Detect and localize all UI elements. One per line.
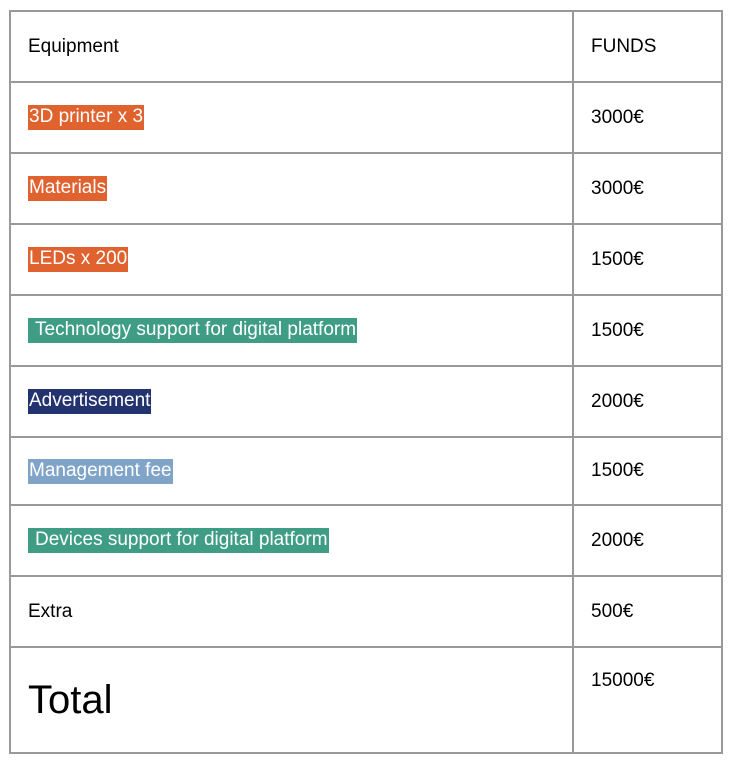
item-label-highlighted: LEDs x 200 — [28, 247, 128, 272]
table-row — [10, 437, 722, 505]
item-label-highlighted: Devices support for digital platform — [28, 528, 329, 553]
item-label-highlighted: 3D printer x 3 — [28, 105, 144, 130]
item-cell — [10, 505, 573, 576]
item-label-highlighted: Materials — [28, 176, 107, 201]
funds-cell: 2000€ — [573, 505, 722, 576]
table-row — [10, 576, 722, 647]
item-label-highlighted: Advertisement — [28, 389, 151, 414]
total-label: Total — [10, 647, 573, 753]
funds-cell: 1500€ — [573, 295, 722, 366]
funds-cell: 3000€ — [573, 82, 722, 153]
item-cell: Extra — [10, 576, 573, 647]
header-funds: FUNDS — [573, 11, 722, 82]
table-row — [10, 82, 722, 153]
item-cell — [10, 366, 573, 437]
funds-cell: 2000€ — [573, 366, 722, 437]
table-row — [10, 295, 722, 366]
item-cell — [10, 82, 573, 153]
funds-cell: 3000€ — [573, 153, 722, 224]
total-row — [10, 647, 722, 753]
item-cell — [10, 437, 573, 505]
table-row — [10, 153, 722, 224]
item-cell — [10, 295, 573, 366]
item-cell — [10, 153, 573, 224]
budget-table — [9, 10, 723, 754]
funds-cell: 1500€ — [573, 224, 722, 295]
table-row — [10, 224, 722, 295]
item-label-highlighted: Technology support for digital platform — [28, 318, 357, 343]
funds-cell: 500€ — [573, 576, 722, 647]
header-equipment: Equipment — [10, 11, 573, 82]
item-label-highlighted: Management fee — [28, 459, 173, 484]
item-cell — [10, 224, 573, 295]
funds-cell: 1500€ — [573, 437, 722, 505]
header-row — [10, 11, 722, 82]
total-funds: 15000€ — [573, 647, 722, 753]
table-row — [10, 366, 722, 437]
table-row — [10, 505, 722, 576]
